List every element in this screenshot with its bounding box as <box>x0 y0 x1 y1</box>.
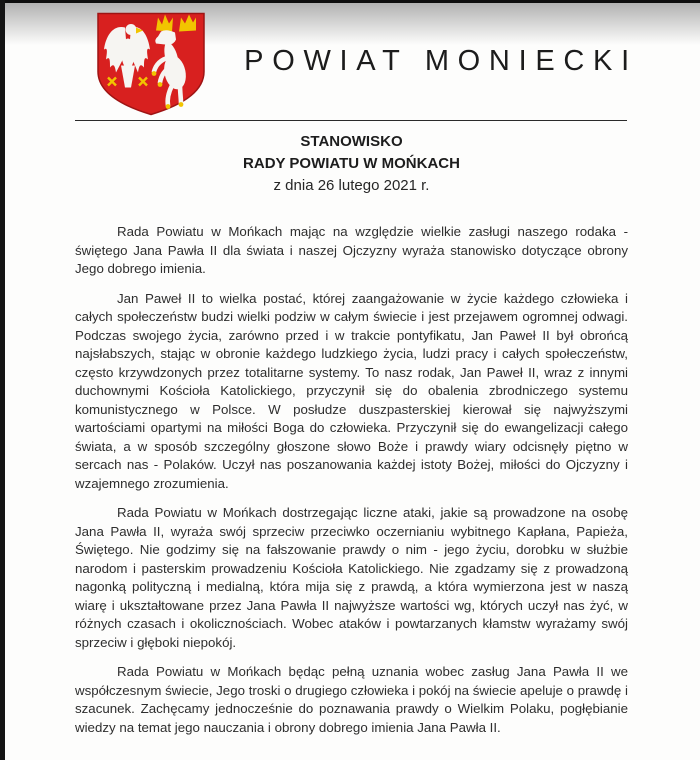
video-left-edge <box>0 0 5 760</box>
paragraph-1: Rada Powiatu w Mońkach mając na względzie wielkie zasługi naszego rodaka - świętego Jana Pawła II dla świata i naszej Ojczyzny wyraża stanowisko dotyczące obrony Jego dobrego imienia. <box>75 224 628 276</box>
document-body <box>75 223 628 748</box>
county-name-heading: POWIAT MONIECKI <box>244 45 638 77</box>
paragraph-4: Rada Powiatu w Mońkach będąc pełną uznania wobec zasług Jana Pawła II we współczesnym świecie, Jego troski o drugiego człowieka i pokój na świecie apeluje o prawdę i szacunek. Zachęcamy jednocześnie do poznawania prawdy o Wielkim Polaku, pogłębianie wiedzy na temat jego nauczania i obrony dobrego imienia Jana Pawła II. <box>75 664 628 735</box>
monki-county-coat-of-arms-icon <box>95 11 207 118</box>
heading-stanowisko: STANOWISKO <box>300 133 403 150</box>
document-heading <box>75 131 628 196</box>
header-divider-line <box>75 120 627 121</box>
heading-council: RADY POWIATU W MOŃKACH <box>243 155 460 172</box>
paragraph-3: Rada Powiatu w Mońkach dostrzegając liczne ataki, jakie są prowadzone na osobę Jana Pawła II, wyraża swój sprzeciw przeciwko oczernianiu wybitnego Kapłana, Papieża, Świętego. Nie godzimy się na fałszowanie prawdy o nim - jego życiu, dorobku w służbie narodom i pasterskim prowadzeniu Kościoła Katolickiego. Nie zgadzamy się z prowadzoną nagonką polityczną i medialną, która mija się z prawdą, a która wymierzona jest w naszą wiarę i ukształtowane przez Jana Pawła II najwyższe wartości wg, których uczył nas żyć, w różnych czasach i okolicznościach. Wobec ataków i powtarzanych kłamstw wyrażamy swój sprzeciw i głęboki niepokój. <box>75 505 628 650</box>
paragraph-2: Jan Paweł II to wielka postać, której zaangażowanie w życie każdego człowieka i całych społeczeństw budzi wielki podziw w całym świecie i jest przejawem ogromnej odwagi. Podczas swojego życia, zarówno przed i w trakcie pontyfikatu, Jan Paweł II był obrońcą najsłabszych, stając w obronie każdego ludzkiego życia, ludzi pracy i całych społeczeństw, często krzywdzonych przez totalitarne systemy. To nasz rodak, Jan Paweł II, wraz z innymi duchownymi Kościoła Katolickiego, przyczynił się do obalenia zbrodniczego systemu komunistycznego w Polsce. W posłudze duszpasterskiej kierował się najwyższymi wartościami opartymi na miłości Boga do człowieka. Przyczynił się do ewangelizacji całego świata, a w sposób szczególny głoszone słowo Boże i prawdy wiary odcisnęły piętno w sercach nas - Polaków. Uczył nas poszanowania każdej istoty Bożej, miłości do Ojczyzny i wzajemnego zrozumienia. <box>75 290 628 491</box>
heading-date: z dnia 26 lutego 2021 r. <box>273 177 430 194</box>
video-top-edge <box>0 0 700 3</box>
